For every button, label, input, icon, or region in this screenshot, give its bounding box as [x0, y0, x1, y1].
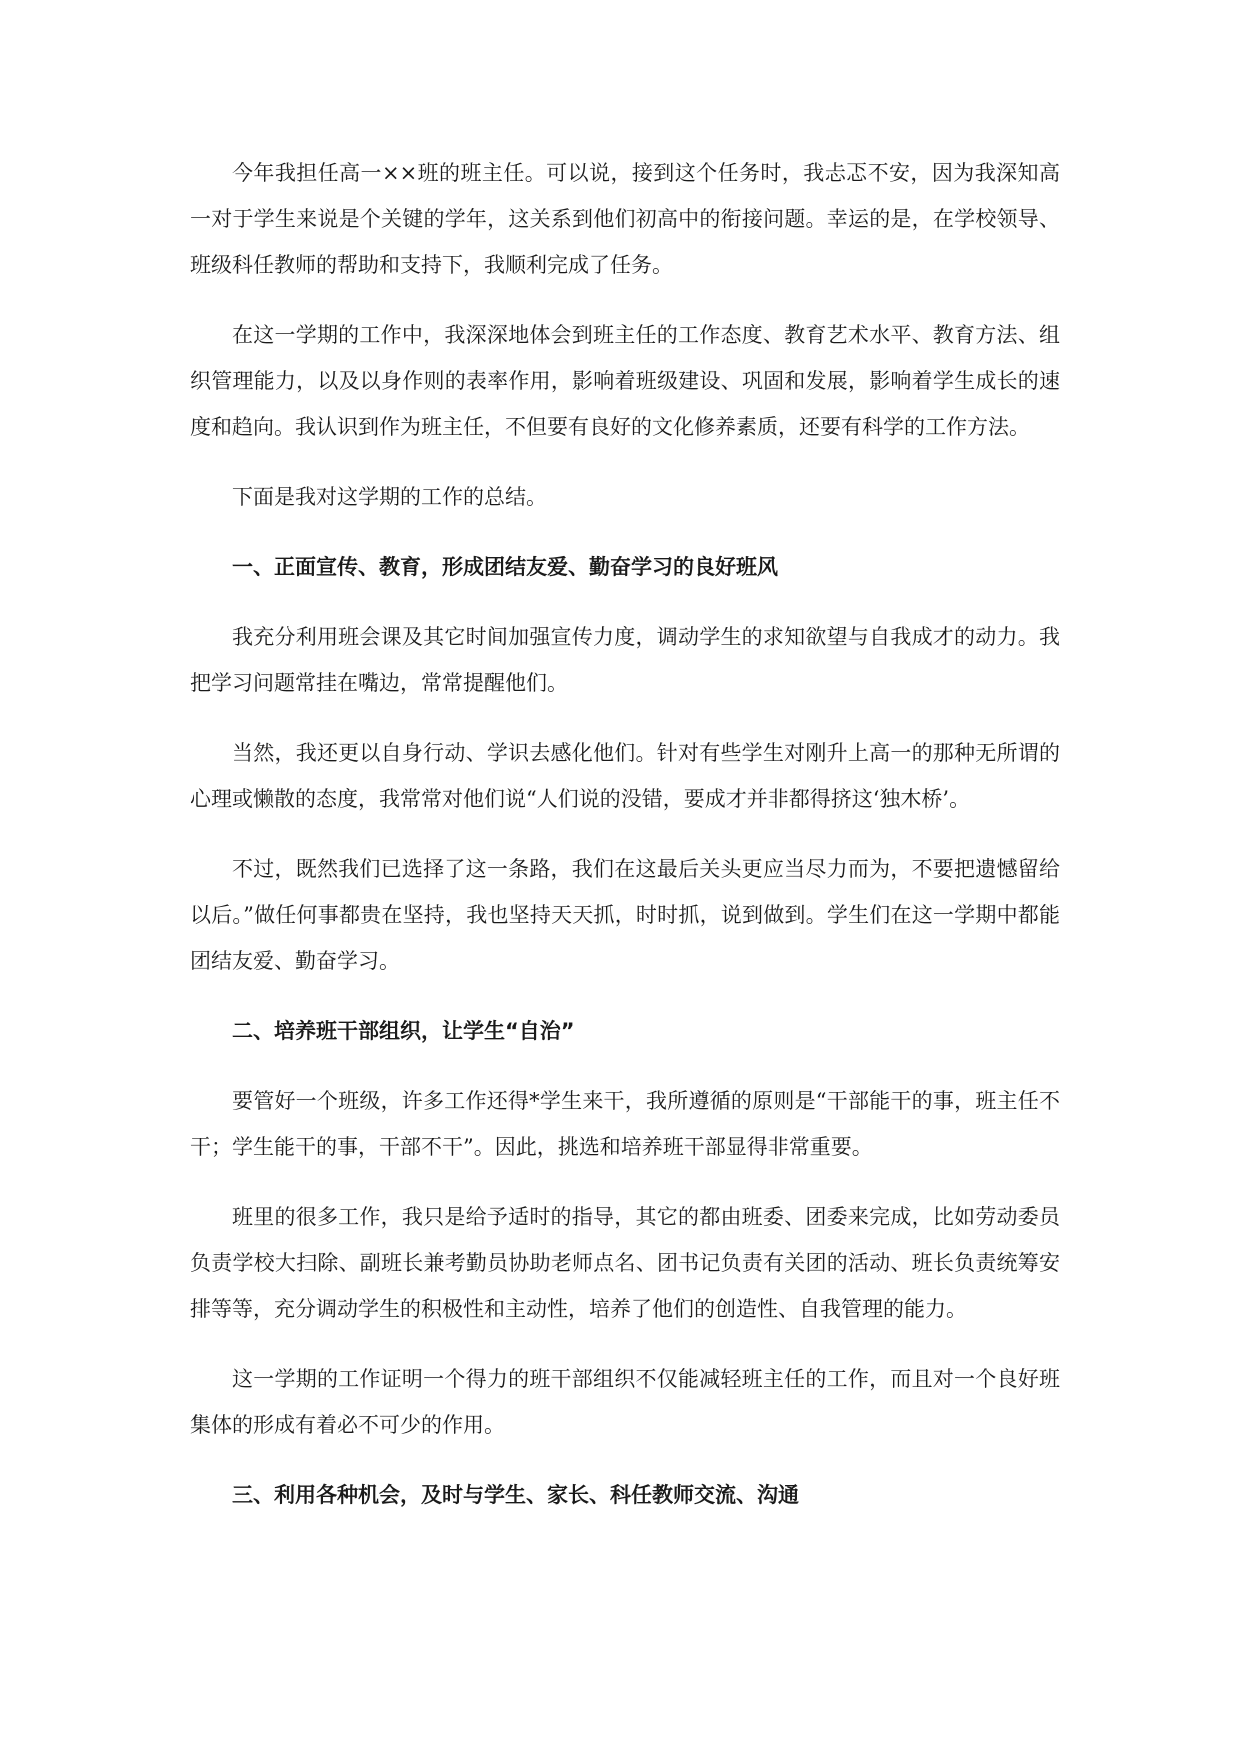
- document-body: [190, 150, 1060, 1542]
- paragraph-publicity: 我充分利用班会课及其它时间加强宣传力度，调动学生的求知欲望与自我成才的动力。我把学习问题常挂在嘴边，常常提醒他们。: [190, 625, 1060, 695]
- paragraph-cadre-duties: 班里的很多工作，我只是给予适时的指导，其它的都由班委、团委来完成，比如劳动委员负责学校大扫除、副班长兼考勤员协助老师点名、团书记负责有关团的活动、班长负责统筹安排等等，充分调动学生的积极性和主动性，培养了他们的创造性、自我管理的能力。: [190, 1205, 1060, 1321]
- paragraph-cadre-result: 这一学期的工作证明一个得力的班干部组织不仅能减轻班主任的工作，而且对一个良好班集体的形成有着必不可少的作用。: [190, 1367, 1060, 1437]
- paragraph-intro: 今年我担任高一××班的班主任。可以说，接到这个任务时，我忐忑不安，因为我深知高一对于学生来说是个关键的学年，这关系到他们初高中的衔接问题。幸运的是，在学校领导、班级科任教师的帮助和支持下，我顺利完成了任务。: [190, 161, 1060, 277]
- section-heading-2: 二、培养班干部组织，让学生“自治”: [232, 1019, 575, 1043]
- section-heading-3: 三、利用各种机会，及时与学生、家长、科任教师交流、沟通: [232, 1483, 799, 1507]
- section-heading-1: 一、正面宣传、教育，形成团结友爱、勤奋学习的良好班风: [232, 555, 778, 579]
- paragraph-summary-lead: 下面是我对这学期的工作的总结。: [232, 485, 547, 509]
- paragraph-persistence: 不过，既然我们已选择了这一条路，我们在这最后关头更应当尽力而为，不要把遗憾留给以后。”做任何事都贵在坚持，我也坚持天天抓，时时抓，说到做到。学生们在这一学期中都能团结友爱、勤奋学习。: [190, 857, 1060, 973]
- paragraph-cadre-principle: 要管好一个班级，许多工作还得*学生来干，我所遵循的原则是“干部能干的事，班主任不干；学生能干的事，干部不干”。因此，挑选和培养班干部显得非常重要。: [190, 1089, 1060, 1159]
- paragraph-example: 当然，我还更以自身行动、学识去感化他们。针对有些学生对刚升上高一的那种无所谓的心理或懒散的态度，我常常对他们说“人们说的没错，要成才并非都得挤这‘独木桥’。: [190, 741, 1060, 811]
- paragraph-experience: 在这一学期的工作中，我深深地体会到班主任的工作态度、教育艺术水平、教育方法、组织管理能力，以及以身作则的表率作用，影响着班级建设、巩固和发展，影响着学生成长的速度和趋向。我认识到作为班主任，不但要有良好的文化修养素质，还要有科学的工作方法。: [190, 323, 1060, 439]
